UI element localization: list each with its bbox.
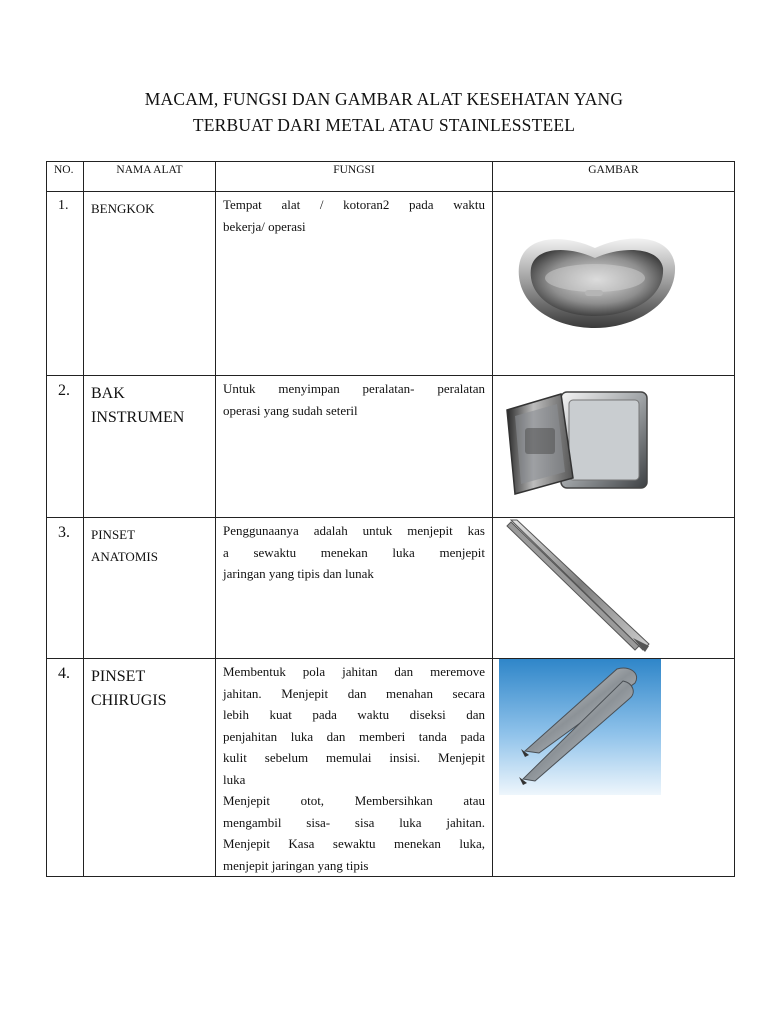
fungsi-line: luka [223,771,246,787]
row-fungsi [216,376,493,518]
row-nama-alat [84,376,216,518]
instrument-table [46,161,735,877]
fungsi-line: kulit sebelum memulai insisi. Menjepit [223,750,485,765]
title-line-1: MACAM, FUNGSI DAN GAMBAR ALAT KESEHATAN YANG [144,89,624,109]
fungsi-line: menjepit jaringan yang tipis [223,857,369,873]
fungsi-line: Membentuk pola jahitan dan meremove [223,664,485,679]
row-fungsi [216,518,493,659]
nama-line: INSTRUMEN [91,409,185,426]
row-gambar [493,192,735,376]
table-header-row [47,162,735,192]
table-row [47,659,735,877]
row-number: 3. [47,518,84,659]
row-gambar [493,659,735,877]
table-row [47,192,735,376]
header-no: NO. [47,162,84,192]
row-fungsi [216,659,493,877]
fungsi-line: mengambil sisa- sisa luka jahitan. [223,814,485,830]
nama-line: BAK [91,385,125,402]
fungsi-line: lebih kuat pada waktu diseksi dan [223,707,485,722]
nama-line: CHIRUGIS [91,692,167,709]
header-gambar: GAMBAR [493,162,735,192]
nama-line: ANATOMIS [91,549,158,564]
row-gambar [493,376,735,518]
row-number: 2. [47,376,84,518]
row-fungsi [216,192,493,376]
row-gambar [493,518,735,659]
surgical-forceps-icon [499,659,661,795]
fungsi-line: operasi yang sudah seteril [223,402,358,418]
fungsi-line: jahitan. Menjepit dan menahan secara [223,685,485,701]
fungsi-line: Penggunaanya adalah untuk menjepit kas [223,523,485,538]
header-nama-alat: NAMA ALAT [84,162,216,192]
fungsi-line: Untuk menyimpan peralatan- peralatan [223,381,485,396]
nama-line: PINSET [91,668,146,685]
fungsi-line: a sewaktu menekan luka menjepit [223,544,485,560]
row-number: 1. [47,192,84,376]
fungsi-line: Menjepit otot, Membersihkan atau [223,793,485,808]
kidney-dish-icon [505,204,685,364]
fungsi-line: Menjepit Kasa sewaktu menekan luka, [223,836,485,851]
row-nama-alat: BENGKOK [84,192,216,376]
row-nama-alat [84,518,216,659]
instrument-tray-icon [503,386,653,504]
fungsi-line: penjahitan luka dan memberi tanda pada [223,728,485,744]
table-row [47,518,735,659]
header-fungsi: FUNGSI [216,162,493,192]
document-title [0,86,768,138]
row-number: 4. [47,659,84,877]
fungsi-line: Tempat alat / kotoran2 pada waktu [223,197,485,212]
nama-line: PINSET [91,527,136,542]
fungsi-line: bekerja/ operasi [223,218,306,234]
anatomical-forceps-icon [503,518,653,654]
title-line-2: TERBUAT DARI METAL ATAU STAINLESSTEEL [192,115,576,135]
table-row [47,376,735,518]
fungsi-line: jaringan yang tipis dan lunak [223,566,374,581]
row-nama-alat [84,659,216,877]
